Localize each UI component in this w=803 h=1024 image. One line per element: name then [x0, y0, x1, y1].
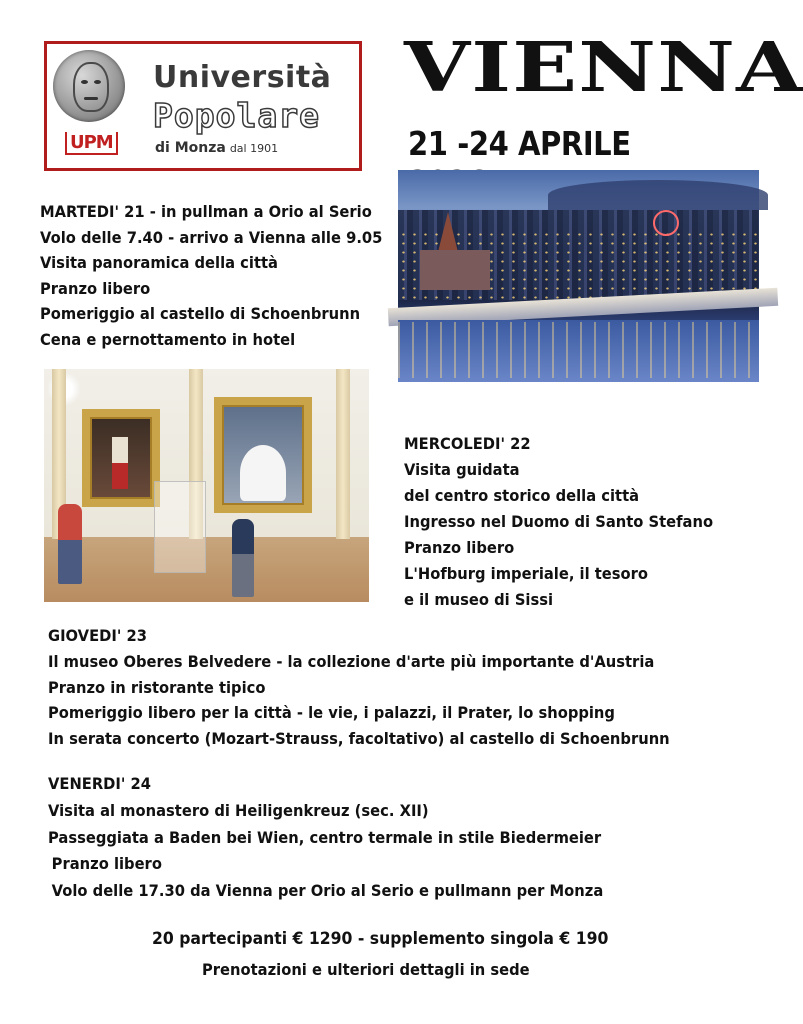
day-thursday	[48, 623, 670, 752]
itinerary-line: VENERDI' 24	[48, 774, 151, 793]
day-tuesday	[40, 199, 382, 352]
day-wednesday	[404, 431, 713, 613]
itinerary-line: MERCOLEDI' 22	[404, 434, 531, 453]
itinerary-line: Pomeriggio libero per la città - le vie, i palazzi, il Prater, lo shopping	[48, 703, 615, 723]
booking-info: Prenotazioni e ulteriori dettagli in sede	[202, 960, 530, 979]
itinerary-line: del centro storico della città	[404, 486, 640, 505]
logo-line-2: Popolare	[153, 96, 320, 135]
itinerary-line: Cena e pernottamento in hotel	[40, 329, 296, 349]
itinerary-line: Visita al monastero di Heiligenkreuz (sec. XII)	[48, 800, 429, 820]
logo-line-3: di Monza dal 1901	[155, 140, 279, 156]
trip-dates: 21 -24 APRILE	[408, 124, 631, 163]
itinerary-line: Pranzo in ristorante tipico	[48, 677, 266, 697]
itinerary-line: Visita guidata	[404, 460, 520, 479]
itinerary-line: Pranzo libero	[51, 854, 162, 874]
vienna-night-photo	[398, 170, 759, 382]
itinerary-line: L'Hofburg imperiale, il tesoro	[404, 564, 649, 583]
palace-gallery-photo	[44, 369, 369, 602]
itinerary-line: Ingresso nel Duomo di Santo Stefano	[404, 512, 714, 531]
page-title: VIENNA	[404, 28, 803, 108]
itinerary-line: Passeggiata a Baden bei Wien, centro termale in stile Biedermeier	[48, 827, 602, 847]
itinerary-line: Pranzo libero	[40, 278, 151, 298]
day-friday	[48, 771, 603, 905]
itinerary-line: Il museo Oberes Belvedere - la collezione d'arte più importante d'Austria	[48, 651, 655, 671]
itinerary-line: Pomeriggio al castello di Schoenbrunn	[40, 304, 361, 323]
logo-since: dal 1901	[229, 142, 279, 155]
itinerary-line: Visita panoramica della città	[40, 253, 278, 272]
university-logo	[44, 41, 362, 171]
itinerary-line: Volo delle 7.40 - arrivo a Vienna alle 9.05	[40, 227, 383, 247]
itinerary-line: MARTEDI' 21 - in pullman a Orio al Serio	[40, 202, 372, 221]
logo-line-1: Università	[153, 60, 332, 95]
price-line: 20 partecipanti € 1290 - supplemento singola € 190	[152, 929, 609, 949]
itinerary-line: e il museo di Sissi	[404, 590, 554, 609]
coin-face-icon	[53, 50, 125, 122]
itinerary-line: Volo delle 17.30 da Vienna per Orio al Serio e pullmann per Monza	[51, 881, 604, 901]
itinerary-line: Pranzo libero	[404, 538, 515, 557]
upm-mark: UPM	[65, 132, 118, 155]
itinerary-line: GIOVEDI' 23	[48, 626, 147, 645]
itinerary-line: In serata concerto (Mozart-Strauss, facoltativo) al castello di Schoenbrunn	[48, 729, 670, 749]
